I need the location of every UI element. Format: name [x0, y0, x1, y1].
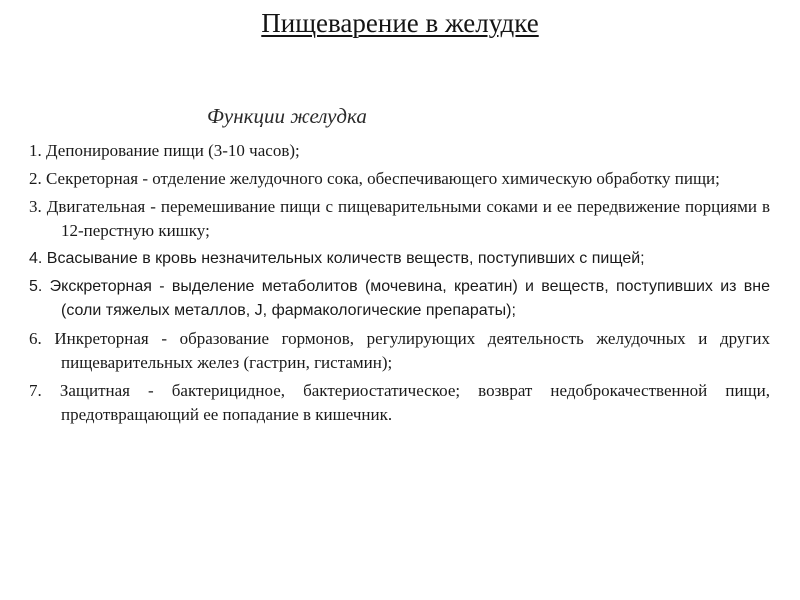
function-item-6: 6. Инкреторная - образование гормонов, регулирующих деятельность желудочных и других пищеварительных желез (гастрин, гистамин);	[29, 329, 770, 372]
functions-list	[29, 139, 770, 431]
function-item-1: 1. Депонирование пищи (3-10 часов);	[29, 141, 300, 160]
function-item-2: 2. Секреторная - отделение желудочного сока, обеспечивающего химическую обработку пищи;	[29, 169, 720, 188]
function-item-4: 4. Всасывание в кровь незначительных количеств веществ, поступивших с пищей;	[29, 250, 645, 267]
function-item-7: 7. Защитная - бактерицидное, бактериостатическое; возврат недоброкачественной пищи, предотвращающий ее попадание в кишечник.	[29, 381, 770, 424]
function-item-3: 3. Двигательная - перемешивание пищи с пищеварительными соками и ее передвижение порциями в 12-перстную кишку;	[29, 197, 770, 240]
slide-title: Пищеварение в желудке	[261, 8, 539, 38]
slide-subtitle: Функции желудка	[207, 104, 367, 128]
function-item-5: 5. Экскреторная - выделение метаболитов (мочевина, креатин) и веществ, поступивших из вне (соли тяжелых металлов, J, фармакологические препараты);	[29, 278, 770, 319]
